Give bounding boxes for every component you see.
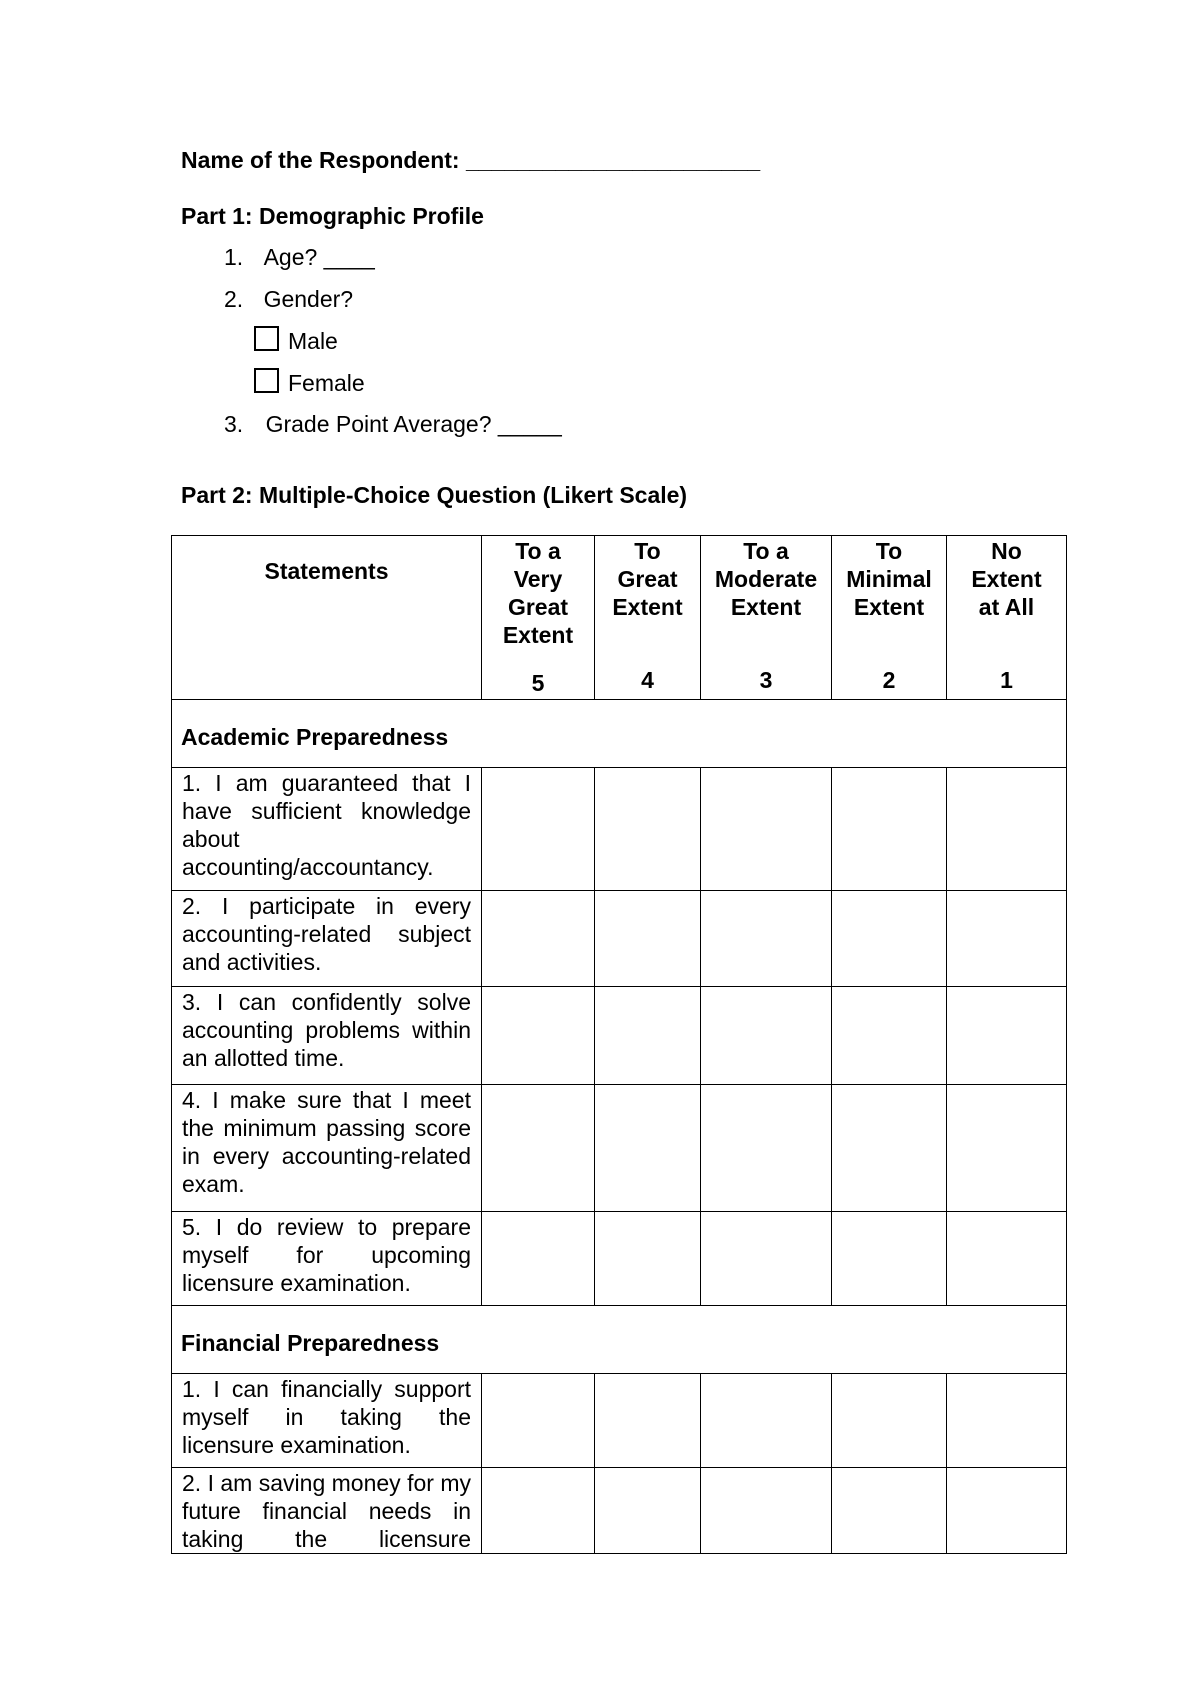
rating-cell-1[interactable] (947, 891, 1067, 987)
rating-cell-1[interactable] (947, 1212, 1067, 1306)
rating-cell-1[interactable] (947, 1468, 1067, 1554)
rating-cell-2[interactable] (832, 1374, 947, 1468)
column-label: To (875, 538, 903, 564)
table-row (172, 768, 1067, 891)
likert-table (171, 535, 1067, 1554)
column-label: Moderate (714, 566, 818, 592)
statement-text: 4. I make sure that I meet the minimum passing score in every accounting-related exam. (172, 1085, 482, 1212)
part1-item-age (224, 243, 375, 271)
column-score: 3 (759, 667, 773, 693)
respondent-name-line (181, 146, 760, 174)
part1-item-gpa (224, 410, 562, 438)
rating-cell-5[interactable] (482, 1212, 595, 1306)
rating-cell-2[interactable] (832, 768, 947, 891)
section-title: Financial Preparedness (172, 1306, 1067, 1374)
table-row (172, 891, 1067, 987)
column-label: Extent (853, 594, 925, 620)
rating-cell-5[interactable] (482, 1374, 595, 1468)
rating-cell-2[interactable] (832, 987, 947, 1085)
statement-text: 2. I am saving money for my future financial needs in taking the licensure (172, 1468, 482, 1554)
item-number: 1. (224, 244, 244, 270)
column-label: Extent (612, 594, 683, 620)
statement-text: 1. I can financially support myself in taking the licensure examination. (172, 1374, 482, 1468)
rating-cell-5[interactable] (482, 987, 595, 1085)
part1-title: Part 1: Demographic Profile (181, 203, 484, 229)
respondent-label: Name of the Respondent: (181, 147, 460, 173)
rating-cell-5[interactable] (482, 891, 595, 987)
table-row (172, 1468, 1067, 1554)
rating-cell-4[interactable] (595, 1085, 701, 1212)
rating-cell-3[interactable] (701, 1374, 832, 1468)
section-row-financial (172, 1306, 1067, 1374)
gender-male-label: Male (288, 328, 338, 354)
rating-cell-3[interactable] (701, 1085, 832, 1212)
rating-cell-4[interactable] (595, 987, 701, 1085)
column-label: Extent (971, 566, 1042, 592)
rating-cell-2[interactable] (832, 1468, 947, 1554)
part1-item-gender (224, 285, 353, 313)
item-text[interactable]: Age? ____ (263, 244, 375, 270)
statements-header: Statements (172, 536, 482, 700)
gender-female-checkbox[interactable] (254, 368, 279, 393)
rating-cell-4[interactable] (595, 768, 701, 891)
rating-cell-3[interactable] (701, 1468, 832, 1554)
gender-female-label: Female (288, 370, 365, 396)
table-row (172, 1085, 1067, 1212)
column-label: To (634, 538, 661, 564)
rating-cell-5[interactable] (482, 768, 595, 891)
section-title: Academic Preparedness (172, 700, 1067, 768)
rating-cell-4[interactable] (595, 1212, 701, 1306)
table-row (172, 1374, 1067, 1468)
rating-cell-2[interactable] (832, 1212, 947, 1306)
rating-cell-1[interactable] (947, 1085, 1067, 1212)
rating-cell-2[interactable] (832, 891, 947, 987)
column-label: Minimal (846, 566, 932, 592)
section-row-academic (172, 700, 1067, 768)
column-label: Very (513, 566, 563, 592)
item-text: Gender? (263, 286, 354, 312)
statement-text: 5. I do review to prepare myself for upcoming licensure examination. (172, 1212, 482, 1306)
rating-cell-1[interactable] (947, 987, 1067, 1085)
statement-text: 2. I participate in every accounting-related subject and activities. (172, 891, 482, 987)
column-score: 2 (882, 667, 896, 693)
column-label: Extent (502, 622, 574, 648)
column-label: No (991, 538, 1022, 564)
rating-cell-3[interactable] (701, 987, 832, 1085)
column-score: 5 (531, 670, 545, 696)
rating-cell-1[interactable] (947, 768, 1067, 891)
rating-cell-4[interactable] (595, 1468, 701, 1554)
rating-cell-3[interactable] (701, 891, 832, 987)
column-label: Extent (730, 594, 802, 620)
column-header-4 (595, 536, 701, 700)
rating-cell-5[interactable] (482, 1468, 595, 1554)
respondent-name-blank[interactable]: _______________________ (465, 147, 761, 173)
gender-male-checkbox[interactable] (254, 326, 279, 351)
column-label: Great (617, 566, 678, 592)
column-score: 1 (1000, 667, 1013, 693)
item-number: 3. (224, 411, 244, 437)
statement-text: 1. I am guaranteed that I have sufficient knowledge about accounting/accountancy. (172, 768, 482, 891)
item-number: 2. (224, 286, 244, 312)
column-label: To a (743, 538, 789, 564)
likert-header-row (172, 536, 1067, 700)
rating-cell-2[interactable] (832, 1085, 947, 1212)
column-label: To a (515, 538, 561, 564)
rating-cell-1[interactable] (947, 1374, 1067, 1468)
column-label: Great (507, 594, 569, 620)
column-header-1 (947, 536, 1067, 700)
table-row (172, 1212, 1067, 1306)
rating-cell-4[interactable] (595, 891, 701, 987)
column-header-5 (482, 536, 595, 700)
item-text[interactable]: Grade Point Average? _____ (265, 411, 562, 437)
part2-title: Part 2: Multiple-Choice Question (Likert Scale) (181, 482, 688, 508)
rating-cell-5[interactable] (482, 1085, 595, 1212)
column-label: at All (978, 594, 1035, 620)
rating-cell-4[interactable] (595, 1374, 701, 1468)
table-row (172, 987, 1067, 1085)
column-header-3 (701, 536, 832, 700)
rating-cell-3[interactable] (701, 768, 832, 891)
rating-cell-3[interactable] (701, 1212, 832, 1306)
column-header-2 (832, 536, 947, 700)
statement-text: 3. I can confidently solve accounting problems within an allotted time. (172, 987, 482, 1085)
column-score: 4 (641, 667, 654, 693)
